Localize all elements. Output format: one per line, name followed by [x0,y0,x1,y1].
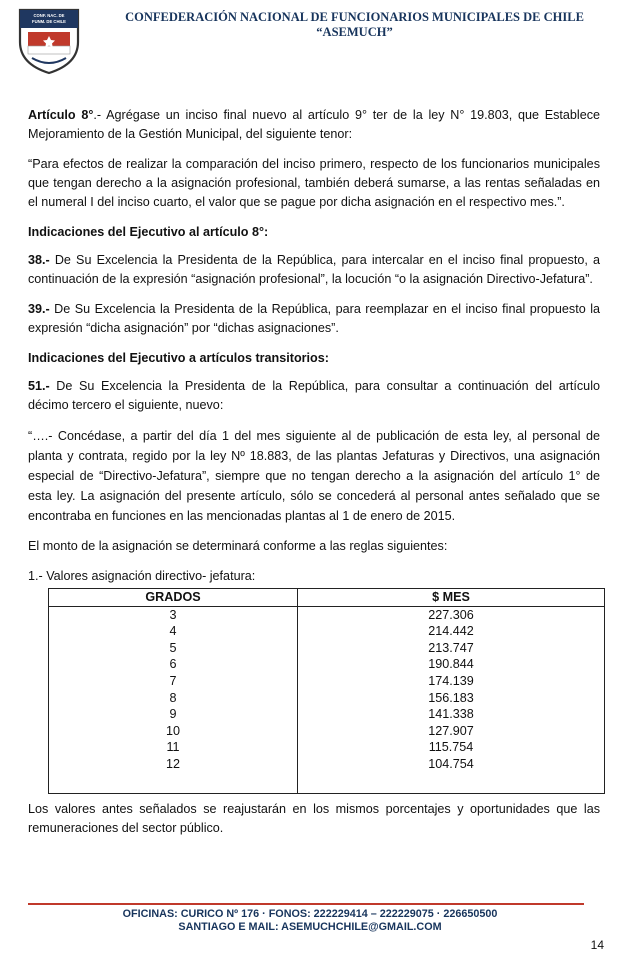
column-header-grados: GRADOS [49,589,298,607]
grade-cell: 7 [49,673,298,690]
amount-cell: 174.139 [298,673,605,690]
amount-cell: 213.747 [298,640,605,657]
footer-rule [28,903,584,905]
indication-51 [28,377,600,415]
article-8-paragraph [28,106,600,144]
svg-text:FUNM. DE CHILE: FUNM. DE CHILE [32,19,66,24]
article-8-label: Artículo 8° [28,108,94,122]
amount-cell: 115.754 [298,739,605,756]
indication-39-number: 39.- [28,302,50,316]
table-row [49,656,605,673]
footer-email: SANTIAGO E MAIL: ASEMUCHCHILE@GMAIL.COM [178,921,442,933]
adjustment-note: Los valores antes señalados se reajustarán en los mismos porcentajes y oportunidades que las remuneraciones del sector público. [28,801,600,835]
table-row [49,673,605,690]
section-heading-article-8: Indicaciones del Ejecutivo al artículo 8°: [28,225,269,239]
column-header-mes: $ MES [298,589,605,607]
header-acronym: “ASEMUCH” [316,25,393,39]
table-row [49,606,605,623]
amount-cell: 127.907 [298,723,605,740]
table-body [49,606,605,793]
table-row [49,690,605,707]
table-row [49,739,605,756]
quoted-text-1: “Para efectos de realizar la comparación del inciso primero, respecto de los funcionarios municipales que tengan derecho a la asignación profesional, también deberá sumarse, a las rentas señaladas en el numeral I del inciso cuarto, el valor que se pague por dicha asignación en el respectivo mes.”. [28,157,600,209]
table-row [49,723,605,740]
amount-cell: 214.442 [298,623,605,640]
asemuch-logo [14,6,84,76]
grade-cell: 4 [49,623,298,640]
table-row [49,706,605,723]
indication-38-text: De Su Excelencia la Presidenta de la República, para intercalar en el inciso final propuesto, a continuación de la expresión “asignación profesional”, la locución “o la asignación Directivo-Jefatura”. [28,253,600,286]
page-number: 14 [590,938,604,952]
grade-cell: 8 [49,690,298,707]
table-header-row [49,589,605,607]
table-row [49,640,605,657]
table-row [49,623,605,640]
document-header [95,10,614,40]
footer-address: OFICINAS: CURICO Nº 176 · FONOS: 222229414 – 222229075 · 226650500 [122,908,498,920]
table-row [49,756,605,793]
indication-51-number: 51.- [28,379,50,393]
indication-51-text: De Su Excelencia la Presidenta de la República, para consultar a continuación del artículo décimo tercero el siguiente, nuevo: [28,379,600,412]
header-org-name: CONFEDERACIÓN NACIONAL DE FUNCIONARIOS MUNICIPALES DE CHILE [125,10,584,24]
amount-cell: 156.183 [298,690,605,707]
indication-38-number: 38.- [28,253,50,267]
list-item-1: 1.- Valores asignación directivo- jefatura: [28,569,256,583]
document-body [28,106,600,849]
grade-cell: 12 [49,756,298,793]
grade-cell: 10 [49,723,298,740]
grade-cell: 5 [49,640,298,657]
amount-cell: 190.844 [298,656,605,673]
amount-cell: 227.306 [298,606,605,623]
amount-cell: 141.338 [298,706,605,723]
grade-cell: 11 [49,739,298,756]
indication-39-text: De Su Excelencia la Presidenta de la República, para reemplazar en el inciso final propuesto la expresión “dicha asignación” por “dichas asignaciones”. [28,302,600,335]
amount-rules-intro: El monto de la asignación se determinará conforme a las reglas siguientes: [28,539,448,553]
grade-cell: 6 [49,656,298,673]
indication-39 [28,300,600,338]
section-heading-transitory: Indicaciones del Ejecutivo a artículos transitorios: [28,351,329,365]
amount-cell: 104.754 [298,756,605,793]
article-8-text: .- Agrégase un inciso final nuevo al artículo 9° ter de la ley N° 19.803, que Establece Mejoramiento de la Gestión Municipal, del siguiente tenor: [28,108,600,141]
grade-cell: 3 [49,606,298,623]
values-table [48,588,605,794]
grade-cell: 9 [49,706,298,723]
svg-text:CONF. NAC. DE: CONF. NAC. DE [33,13,65,18]
indication-38 [28,251,600,289]
quoted-text-2: “….- Concédase, a partir del día 1 del mes siguiente al de publicación de esta ley, al personal de planta y contrata, regido por la ley Nº 18.883, de las plantas Jefaturas y Directivos, una asignación especial de “Directivo-Jefatura”, siempre que no tengan derecho a la asignación del artículo 1° de esta ley. La asignación del presente artículo, sólo se concederá al personal antes señalado que se encontraba en funciones en las mencionadas plantas al 1 de enero de 2015. [28,429,600,523]
